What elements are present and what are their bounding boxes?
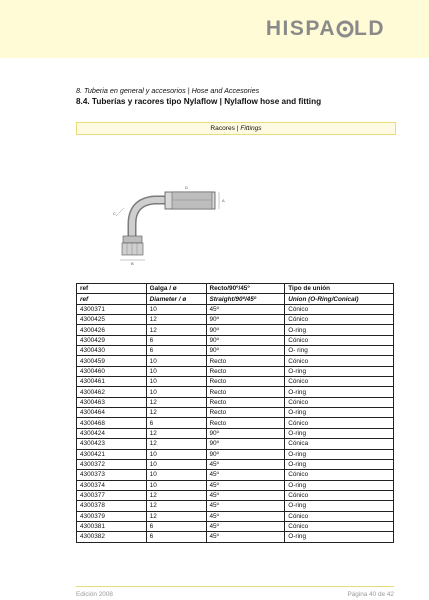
table-row — [77, 480, 394, 490]
cell-angle: 45º — [206, 459, 285, 469]
cell-ref: 4300462 — [77, 387, 147, 397]
cell-angle: Recto — [206, 397, 285, 407]
table-row — [77, 335, 394, 345]
table-row — [77, 418, 394, 428]
cell-ref: 4300372 — [77, 459, 147, 469]
cell-angle: Recto — [206, 377, 285, 387]
cell-union: Cónico — [285, 490, 394, 500]
cell-angle: 90º — [206, 428, 285, 438]
cell-angle: 45º — [206, 304, 285, 314]
table-body — [77, 304, 394, 542]
table-row — [77, 459, 394, 469]
cell-union: O-ring — [285, 459, 394, 469]
cell-union: Cónico — [285, 377, 394, 387]
cell-union: Cónica — [285, 439, 394, 449]
cell-angle: Recto — [206, 408, 285, 418]
cell-union: O- ring — [285, 346, 394, 356]
cell-gauge: 12 — [146, 325, 206, 335]
cell-ref: 4300421 — [77, 449, 147, 459]
table-row — [77, 397, 394, 407]
cell-gauge: 12 — [146, 315, 206, 325]
cell-union: Cónico — [285, 304, 394, 314]
cell-gauge: 6 — [146, 346, 206, 356]
cell-ref: 4300373 — [77, 470, 147, 480]
cell-union: Cónico — [285, 315, 394, 325]
cell-gauge: 10 — [146, 377, 206, 387]
cell-angle: 45º — [206, 511, 285, 521]
cell-ref: 4300379 — [77, 511, 147, 521]
table-row — [77, 428, 394, 438]
cell-ref: 4300459 — [77, 356, 147, 366]
table-row — [77, 387, 394, 397]
footer-divider — [76, 586, 394, 587]
cell-union: O-ring — [285, 428, 394, 438]
table-row — [77, 315, 394, 325]
cell-angle: 45º — [206, 521, 285, 531]
cell-ref: 4300382 — [77, 532, 147, 542]
cell-union: Cónico — [285, 356, 394, 366]
cell-ref: 4300377 — [77, 490, 147, 500]
cell-union: O-ring — [285, 325, 394, 335]
cell-union: O-ring — [285, 532, 394, 542]
subheader-es: Racores | — [210, 125, 241, 132]
dim-label-d: D — [185, 185, 188, 190]
table-row — [77, 470, 394, 480]
subheader-en: Fittings — [240, 125, 262, 132]
cell-gauge: 10 — [146, 356, 206, 366]
table-row — [77, 490, 394, 500]
dim-label-a: A — [222, 198, 225, 203]
cell-union: O-ring — [285, 408, 394, 418]
cell-gauge: 10 — [146, 470, 206, 480]
subheader-ref: ref — [77, 294, 147, 304]
logo-ring-icon — [336, 20, 354, 38]
cell-ref: 4300425 — [77, 315, 147, 325]
header-ref: ref — [77, 284, 147, 294]
company-logo — [266, 17, 385, 41]
subheader-angle: Straight/90º/45º — [206, 294, 285, 304]
table-row — [77, 408, 394, 418]
header-angle: Recto/90º/45º — [206, 284, 285, 294]
cell-union: Cónico — [285, 470, 394, 480]
cell-union: O-ring — [285, 480, 394, 490]
fitting-diagram — [110, 180, 240, 265]
cell-angle: 45º — [206, 480, 285, 490]
cell-ref: 4300371 — [77, 304, 147, 314]
cell-ref: 4300424 — [77, 428, 147, 438]
section-subtitle: 8.4. Tuberías y racores tipo Nylaflow | Nylaflow hose and fitting — [76, 97, 322, 106]
cell-gauge: 12 — [146, 501, 206, 511]
cell-ref: 4300426 — [77, 325, 147, 335]
table-row — [77, 377, 394, 387]
cell-gauge: 10 — [146, 387, 206, 397]
table-row — [77, 304, 394, 314]
cell-ref: 4300461 — [77, 377, 147, 387]
cell-gauge: 12 — [146, 428, 206, 438]
subheader-union: Union (O-Ring/Conical) — [285, 294, 394, 304]
cell-gauge: 10 — [146, 480, 206, 490]
cell-gauge: 6 — [146, 418, 206, 428]
dim-label-c: C — [113, 211, 116, 216]
cell-angle: 45º — [206, 490, 285, 500]
cell-ref: 4300374 — [77, 480, 147, 490]
cell-ref: 4300381 — [77, 521, 147, 531]
table-row — [77, 325, 394, 335]
cell-gauge: 12 — [146, 490, 206, 500]
header-union: Tipo de unión — [285, 284, 394, 294]
cell-gauge: 12 — [146, 511, 206, 521]
table-header-row — [77, 284, 394, 294]
table-row — [77, 356, 394, 366]
footer-page-number: Página 40 de 42 — [347, 591, 394, 598]
dim-label-b: B — [131, 261, 134, 265]
table-row — [77, 346, 394, 356]
cell-gauge: 10 — [146, 449, 206, 459]
cell-angle: 90º — [206, 439, 285, 449]
cell-gauge: 10 — [146, 366, 206, 376]
fittings-subheader — [76, 122, 396, 135]
cell-ref: 4300468 — [77, 418, 147, 428]
cell-angle: Recto — [206, 356, 285, 366]
subheader-diameter: Diameter / ø — [146, 294, 206, 304]
header-gauge: Galga / ø — [146, 284, 206, 294]
logo-text-a: HISPA — [265, 17, 336, 40]
logo-text-b: LD — [354, 17, 385, 40]
cell-gauge: 12 — [146, 439, 206, 449]
cell-ref: 4300463 — [77, 397, 147, 407]
cell-angle: 90º — [206, 315, 285, 325]
cell-gauge: 6 — [146, 532, 206, 542]
section-title: 8. Tuberia en general y accesorios | Hose and Accesories — [76, 86, 260, 95]
cell-angle: 90º — [206, 335, 285, 345]
cell-gauge: 6 — [146, 335, 206, 345]
cell-union: Cónico — [285, 418, 394, 428]
cell-union: O-ring — [285, 366, 394, 376]
cell-angle: Recto — [206, 418, 285, 428]
cell-angle: 90º — [206, 346, 285, 356]
table-row — [77, 439, 394, 449]
table-row — [77, 366, 394, 376]
cell-union: O-ring — [285, 449, 394, 459]
cell-union: Cónico — [285, 521, 394, 531]
table-row — [77, 511, 394, 521]
cell-angle: Recto — [206, 366, 285, 376]
table-row — [77, 449, 394, 459]
cell-union: Cónico — [285, 397, 394, 407]
cell-union: Cónico — [285, 511, 394, 521]
cell-angle: Recto — [206, 387, 285, 397]
cell-union: Cónico — [285, 335, 394, 345]
cell-ref: 4300460 — [77, 366, 147, 376]
footer-edition: Edición 2008 — [76, 591, 113, 598]
cell-union: O-ring — [285, 387, 394, 397]
cell-union: O-ring — [285, 501, 394, 511]
cell-angle: 45º — [206, 501, 285, 511]
cell-ref: 4300464 — [77, 408, 147, 418]
cell-angle: 90º — [206, 325, 285, 335]
cell-gauge: 12 — [146, 408, 206, 418]
cell-angle: 45º — [206, 470, 285, 480]
cell-angle: 45º — [206, 532, 285, 542]
fittings-table — [76, 283, 394, 543]
cell-angle: 90º — [206, 449, 285, 459]
cell-ref: 4300430 — [77, 346, 147, 356]
table-row — [77, 532, 394, 542]
cell-gauge: 12 — [146, 397, 206, 407]
cell-gauge: 10 — [146, 459, 206, 469]
cell-ref: 4300378 — [77, 501, 147, 511]
table-row — [77, 521, 394, 531]
table-subheader-row — [77, 294, 394, 304]
cell-gauge: 6 — [146, 521, 206, 531]
cell-ref: 4300423 — [77, 439, 147, 449]
cell-ref: 4300429 — [77, 335, 147, 345]
cell-gauge: 10 — [146, 304, 206, 314]
table-row — [77, 501, 394, 511]
